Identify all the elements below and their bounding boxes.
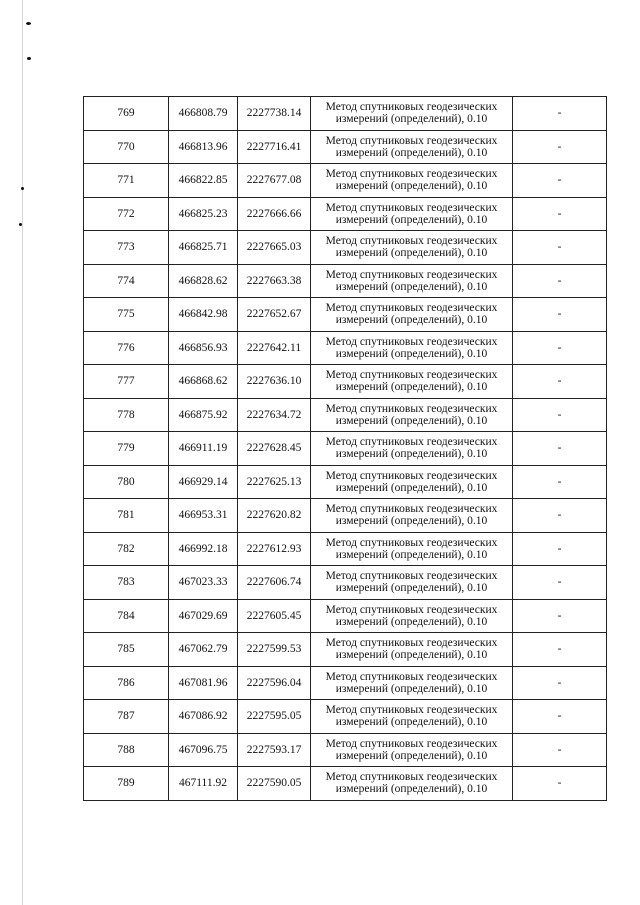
point-number-cell: 770 (84, 130, 169, 164)
table-row (84, 700, 607, 734)
point-number-cell: 780 (84, 465, 169, 499)
y-coordinate-cell: 2227625.13 (238, 465, 311, 499)
method-cell (311, 231, 513, 265)
note-cell: - (513, 532, 607, 566)
method-line-2: измерений (определений), 0.10 (335, 749, 488, 762)
point-number-cell: 775 (84, 298, 169, 332)
scan-speck (19, 223, 22, 226)
method-line-2: измерений (определений), 0.10 (335, 113, 488, 126)
method-line-2: измерений (определений), 0.10 (335, 280, 488, 293)
method-cell (311, 700, 513, 734)
x-coordinate-cell: 466842.98 (169, 298, 238, 332)
table-row (84, 633, 607, 667)
coordinates-table (83, 96, 607, 801)
point-number-cell: 772 (84, 197, 169, 231)
method-line-2: измерений (определений), 0.10 (335, 247, 488, 260)
method-line-2: измерений (определений), 0.10 (335, 314, 488, 327)
table-row (84, 566, 607, 600)
x-coordinate-cell: 466953.31 (169, 499, 238, 533)
method-cell (311, 666, 513, 700)
method-cell (311, 465, 513, 499)
method-line-2: измерений (определений), 0.10 (335, 213, 488, 226)
method-cell (311, 298, 513, 332)
table-row (84, 264, 607, 298)
coordinates-table-body (84, 97, 607, 801)
note-cell: - (513, 298, 607, 332)
method-line-2: измерений (определений), 0.10 (335, 548, 488, 561)
note-cell: - (513, 599, 607, 633)
method-line-2: измерений (определений), 0.10 (335, 347, 488, 360)
y-coordinate-cell: 2227605.45 (238, 599, 311, 633)
note-cell: - (513, 566, 607, 600)
method-line-2: измерений (определений), 0.10 (335, 682, 488, 695)
x-coordinate-cell: 466856.93 (169, 331, 238, 365)
y-coordinate-cell: 2227636.10 (238, 365, 311, 399)
y-coordinate-cell: 2227642.11 (238, 331, 311, 365)
method-line-2: измерений (определений), 0.10 (335, 414, 488, 427)
note-cell: - (513, 398, 607, 432)
method-line-2: измерений (определений), 0.10 (335, 448, 488, 461)
y-coordinate-cell: 2227652.67 (238, 298, 311, 332)
y-coordinate-cell: 2227612.93 (238, 532, 311, 566)
method-line-1: Метод спутниковых геодезических (325, 235, 498, 248)
method-line-1: Метод спутниковых геодезических (325, 704, 498, 717)
x-coordinate-cell: 466875.92 (169, 398, 238, 432)
y-coordinate-cell: 2227620.82 (238, 499, 311, 533)
point-number-cell: 771 (84, 164, 169, 198)
y-coordinate-cell: 2227606.74 (238, 566, 311, 600)
note-cell: - (513, 499, 607, 533)
point-number-cell: 788 (84, 733, 169, 767)
table-row (84, 666, 607, 700)
x-coordinate-cell: 466822.85 (169, 164, 238, 198)
x-coordinate-cell: 466825.23 (169, 197, 238, 231)
method-line-1: Метод спутниковых геодезических (325, 302, 498, 315)
scan-speck (27, 57, 31, 60)
method-line-1: Метод спутниковых геодезических (325, 268, 498, 281)
table-row (84, 164, 607, 198)
table-row (84, 197, 607, 231)
method-line-2: измерений (определений), 0.10 (335, 180, 488, 193)
x-coordinate-cell: 467023.33 (169, 566, 238, 600)
method-line-1: Метод спутниковых геодезических (325, 771, 498, 784)
note-cell: - (513, 365, 607, 399)
y-coordinate-cell: 2227590.05 (238, 767, 311, 801)
y-coordinate-cell: 2227595.05 (238, 700, 311, 734)
table-row (84, 97, 607, 131)
method-line-2: измерений (определений), 0.10 (335, 381, 488, 394)
note-cell: - (513, 733, 607, 767)
note-cell: - (513, 164, 607, 198)
method-line-2: измерений (определений), 0.10 (335, 515, 488, 528)
note-cell: - (513, 432, 607, 466)
point-number-cell: 786 (84, 666, 169, 700)
table-row (84, 599, 607, 633)
table-row (84, 398, 607, 432)
table-row (84, 298, 607, 332)
method-line-2: измерений (определений), 0.10 (335, 615, 488, 628)
table-row (84, 130, 607, 164)
table-row (84, 432, 607, 466)
point-number-cell: 781 (84, 499, 169, 533)
method-line-1: Метод спутниковых геодезических (325, 201, 498, 214)
point-number-cell: 769 (84, 97, 169, 131)
point-number-cell: 778 (84, 398, 169, 432)
method-line-1: Метод спутниковых геодезических (325, 134, 498, 147)
method-cell (311, 264, 513, 298)
method-line-2: измерений (определений), 0.10 (335, 783, 488, 796)
point-number-cell: 779 (84, 432, 169, 466)
method-line-2: измерений (определений), 0.10 (335, 146, 488, 159)
x-coordinate-cell: 467081.96 (169, 666, 238, 700)
x-coordinate-cell: 466929.14 (169, 465, 238, 499)
x-coordinate-cell: 466992.18 (169, 532, 238, 566)
method-cell (311, 97, 513, 131)
note-cell: - (513, 465, 607, 499)
method-line-1: Метод спутниковых геодезических (325, 570, 498, 583)
method-line-2: измерений (определений), 0.10 (335, 481, 488, 494)
method-line-1: Метод спутниковых геодезических (325, 469, 498, 482)
note-cell: - (513, 231, 607, 265)
method-cell (311, 398, 513, 432)
method-cell (311, 365, 513, 399)
method-line-2: измерений (определений), 0.10 (335, 716, 488, 729)
method-cell (311, 331, 513, 365)
method-line-1: Метод спутниковых геодезических (325, 737, 498, 750)
y-coordinate-cell: 2227596.04 (238, 666, 311, 700)
method-cell (311, 566, 513, 600)
table-row (84, 465, 607, 499)
table-row (84, 331, 607, 365)
table-row (84, 532, 607, 566)
method-line-2: измерений (определений), 0.10 (335, 649, 488, 662)
x-coordinate-cell: 466868.62 (169, 365, 238, 399)
point-number-cell: 785 (84, 633, 169, 667)
method-line-1: Метод спутниковых геодезических (325, 670, 498, 683)
note-cell: - (513, 666, 607, 700)
method-line-1: Метод спутниковых геодезических (325, 335, 498, 348)
x-coordinate-cell: 466813.96 (169, 130, 238, 164)
point-number-cell: 784 (84, 599, 169, 633)
x-coordinate-cell: 467096.75 (169, 733, 238, 767)
y-coordinate-cell: 2227716.41 (238, 130, 311, 164)
y-coordinate-cell: 2227666.66 (238, 197, 311, 231)
y-coordinate-cell: 2227593.17 (238, 733, 311, 767)
method-cell (311, 599, 513, 633)
point-number-cell: 774 (84, 264, 169, 298)
point-number-cell: 776 (84, 331, 169, 365)
method-cell (311, 532, 513, 566)
scan-speck (26, 22, 31, 25)
table-row (84, 733, 607, 767)
y-coordinate-cell: 2227663.38 (238, 264, 311, 298)
note-cell: - (513, 767, 607, 801)
method-line-1: Метод спутниковых геодезических (325, 402, 498, 415)
y-coordinate-cell: 2227738.14 (238, 97, 311, 131)
x-coordinate-cell: 467062.79 (169, 633, 238, 667)
note-cell: - (513, 130, 607, 164)
point-number-cell: 783 (84, 566, 169, 600)
method-cell (311, 432, 513, 466)
method-line-1: Метод спутниковых геодезических (325, 369, 498, 382)
note-cell: - (513, 331, 607, 365)
note-cell: - (513, 700, 607, 734)
x-coordinate-cell: 467111.92 (169, 767, 238, 801)
note-cell: - (513, 633, 607, 667)
table-row (84, 365, 607, 399)
method-line-1: Метод спутниковых геодезических (325, 503, 498, 516)
scan-speck (21, 187, 24, 190)
method-line-1: Метод спутниковых геодезических (325, 436, 498, 449)
x-coordinate-cell: 466828.62 (169, 264, 238, 298)
method-cell (311, 733, 513, 767)
x-coordinate-cell: 466808.79 (169, 97, 238, 131)
method-line-1: Метод спутниковых геодезических (325, 603, 498, 616)
table-row (84, 231, 607, 265)
point-number-cell: 782 (84, 532, 169, 566)
method-cell (311, 499, 513, 533)
method-line-1: Метод спутниковых геодезических (325, 637, 498, 650)
point-number-cell: 789 (84, 767, 169, 801)
y-coordinate-cell: 2227665.03 (238, 231, 311, 265)
x-coordinate-cell: 467029.69 (169, 599, 238, 633)
y-coordinate-cell: 2227599.53 (238, 633, 311, 667)
table-row (84, 499, 607, 533)
method-cell (311, 130, 513, 164)
method-cell (311, 633, 513, 667)
method-line-1: Метод спутниковых геодезических (325, 101, 498, 114)
note-cell: - (513, 264, 607, 298)
scan-edge-line (22, 0, 23, 905)
method-cell (311, 164, 513, 198)
point-number-cell: 773 (84, 231, 169, 265)
method-line-1: Метод спутниковых геодезических (325, 536, 498, 549)
point-number-cell: 777 (84, 365, 169, 399)
method-cell (311, 767, 513, 801)
x-coordinate-cell: 466825.71 (169, 231, 238, 265)
x-coordinate-cell: 466911.19 (169, 432, 238, 466)
table-row (84, 767, 607, 801)
y-coordinate-cell: 2227677.08 (238, 164, 311, 198)
method-line-1: Метод спутниковых геодезических (325, 168, 498, 181)
y-coordinate-cell: 2227628.45 (238, 432, 311, 466)
method-line-2: измерений (определений), 0.10 (335, 582, 488, 595)
note-cell: - (513, 197, 607, 231)
x-coordinate-cell: 467086.92 (169, 700, 238, 734)
point-number-cell: 787 (84, 700, 169, 734)
note-cell: - (513, 97, 607, 131)
method-cell (311, 197, 513, 231)
y-coordinate-cell: 2227634.72 (238, 398, 311, 432)
